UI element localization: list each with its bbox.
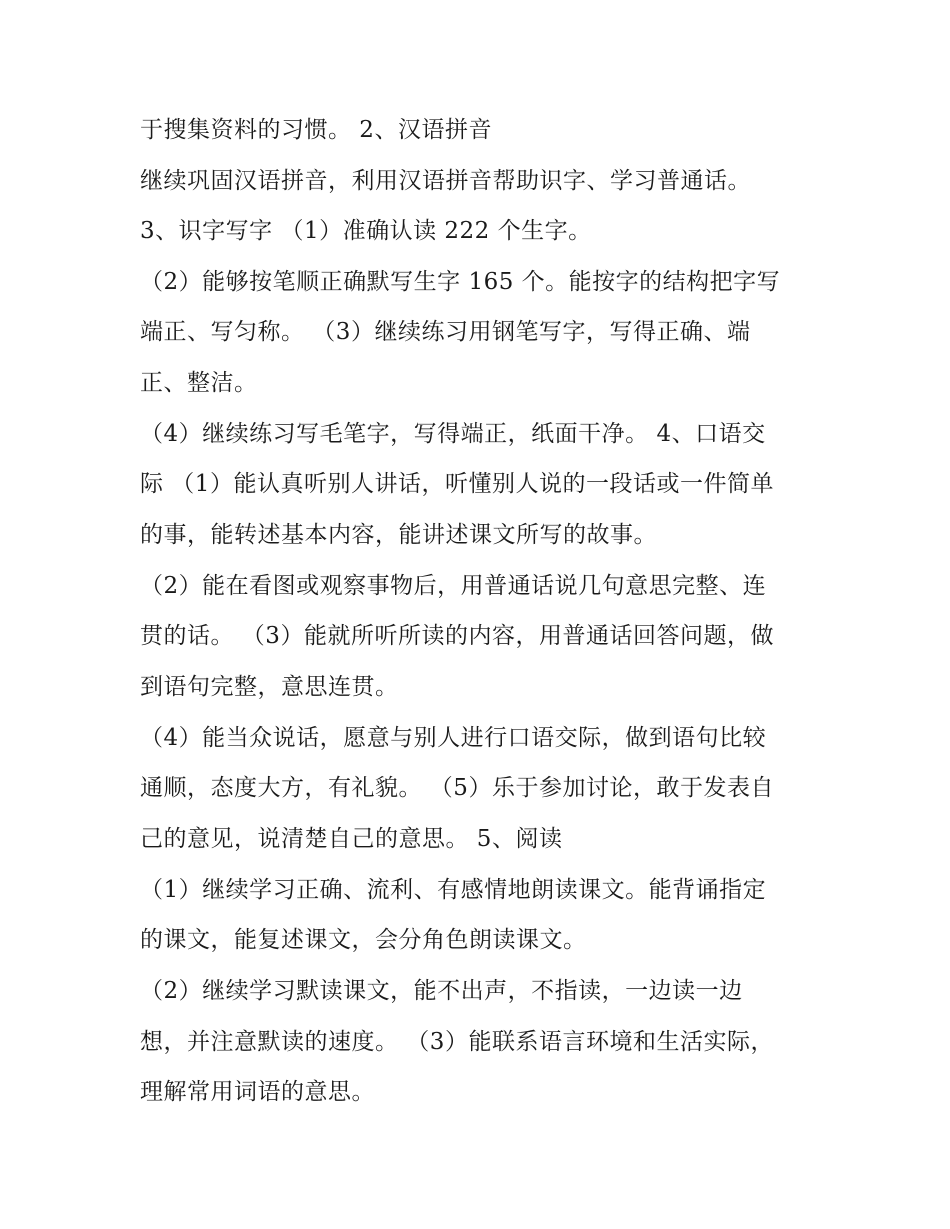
text-line: （4）能当众说话，愿意与别人进行口语交际，做到语句比较 bbox=[140, 725, 767, 751]
text-line: 的课文，能复述课文，会分角色朗读课文。 bbox=[140, 927, 587, 953]
text-line: 己的意见，说清楚自己的意思。 5、阅读 bbox=[140, 826, 563, 852]
text-line: （2）能够按笔顺正确默写生字 165 个。能按字的结构把字写 bbox=[140, 269, 781, 295]
text-line: （2）能在看图或观察事物后，用普通话说几句意思完整、连 bbox=[140, 573, 767, 599]
text-line: 到语句完整，意思连贯。 bbox=[140, 674, 399, 700]
text-line: （1）继续学习正确、流利、有感情地朗读课文。能背诵指定 bbox=[140, 877, 767, 903]
text-line: 于搜集资料的习惯。 2、汉语拼音 bbox=[140, 117, 492, 143]
text-line: 端正、写匀称。 （3）继续练习用钢笔写字，写得正确、端 bbox=[140, 319, 751, 345]
text-line: （4）继续练习写毛笔字，写得端正，纸面干净。 4、口语交 bbox=[140, 421, 766, 447]
text-line: 想，并注意默读的速度。 （3）能联系语言环境和生活实际， bbox=[140, 1029, 774, 1055]
text-line: 通顺，态度大方，有礼貌。 （5）乐于参加讨论，敢于发表自 bbox=[140, 775, 774, 801]
text-line: 的事，能转述基本内容，能讲述课文所写的故事。 bbox=[140, 522, 657, 548]
text-line: 贯的话。 （3）能就所听所读的内容，用普通话回答问题，做 bbox=[140, 623, 774, 649]
text-line: 理解常用词语的意思。 bbox=[140, 1079, 375, 1105]
text-line: （2）继续学习默读课文，能不出声，不指读，一边读一边 bbox=[140, 978, 743, 1004]
text-line: 际 （1）能认真听别人讲话，听懂别人说的一段话或一件简单 bbox=[140, 471, 774, 497]
text-line: 3、识字写字 （1）准确认读 222 个生字。 bbox=[140, 218, 592, 244]
text-line: 正、整洁。 bbox=[140, 370, 258, 396]
text-line: 继续巩固汉语拼音，利用汉语拼音帮助识字、学习普通话。 bbox=[140, 168, 751, 194]
